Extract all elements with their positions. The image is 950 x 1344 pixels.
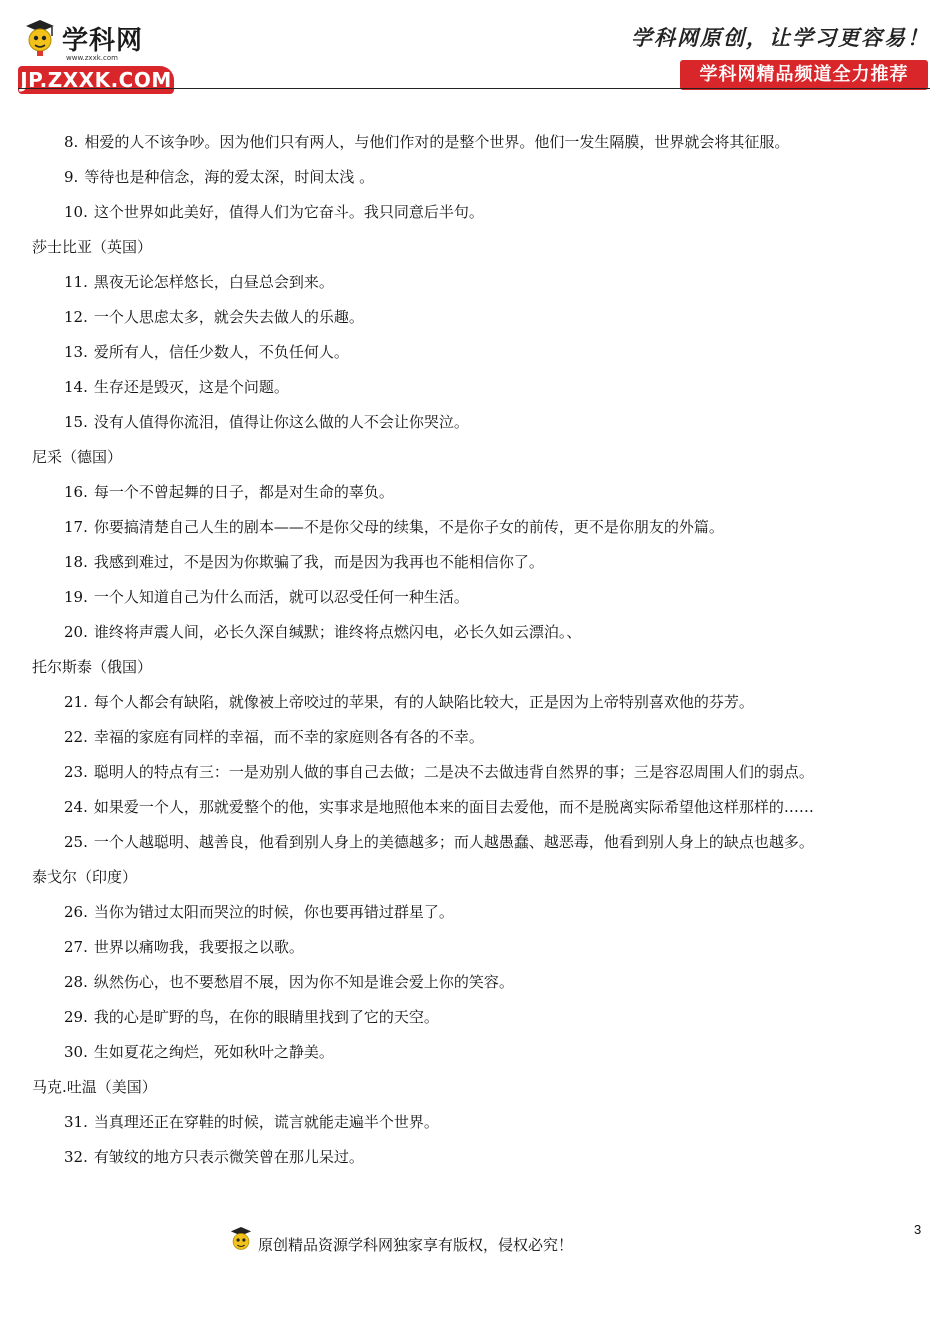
quote-number: 16. [64,483,88,501]
quote-text: 聪明人的特点有三：一是劝别人做的事自己去做；二是决不去做违背自然界的事；三是容忍周围人们的弱点。 [93,763,814,781]
quote-text: 每一个不曾起舞的日子，都是对生命的辜负。 [93,483,394,501]
quote-text: 一个人思虑太多，就会失去做人的乐趣。 [93,308,364,326]
logo-brand-name: 学科网 [62,26,144,56]
quote-item [64,797,814,817]
author-heading: 泰戈尔（印度） [32,868,138,886]
quote-item [64,517,724,537]
quote-text: 谁终将声震人间，必长久深自缄默；谁终将点燃闪电，必长久如云漂泊。、 [93,623,582,641]
mascot-icon [22,18,58,58]
quote-item [64,167,374,187]
quote-text: 纵然伤心，也不要愁眉不展，因为你不知是谁会爱上你的笑容。 [93,973,514,991]
quote-number: 27. [64,938,88,956]
quote-number: 21. [64,693,88,711]
quote-text: 当真理还正在穿鞋的时候，谎言就能走遍半个世界。 [93,1113,439,1131]
quote-text: 每个人都会有缺陷，就像被上帝咬过的苹果，有的人缺陷比较大，正是因为上帝特别喜欢他的芬芳。 [93,693,754,711]
quote-number: 29. [64,1008,88,1026]
header-slogan: 学科网原创，让学习更容易！ [631,25,930,50]
quote-number: 8. [64,133,79,151]
quote-text: 世界以痛吻我，我要报之以歌。 [93,938,304,956]
quote-text: 当你为错过太阳而哭泣的时候，你也要再错过群星了。 [93,903,454,921]
mascot-icon [228,1222,254,1258]
quote-number: 26. [64,903,88,921]
quote-item [64,587,469,607]
quote-item [64,762,814,782]
quote-number: 22. [64,728,88,746]
quote-text: 有皱纹的地方只表示微笑曾在那儿呆过。 [93,1148,364,1166]
quote-number: 24. [64,798,88,816]
quote-number: 13. [64,343,88,361]
quote-text: 幸福的家庭有同样的幸福，而不幸的家庭则各有各的不幸。 [93,728,484,746]
quote-item [64,307,364,327]
quote-item [64,727,484,747]
quote-number: 20. [64,623,88,641]
author-heading: 莎士比亚（英国） [32,238,153,256]
quote-number: 17. [64,518,88,536]
quote-item [64,202,484,222]
quote-number: 30. [64,1043,88,1061]
quote-item [64,342,349,362]
quote-text: 生如夏花之绚烂，死如秋叶之静美。 [93,1043,334,1061]
quote-item [64,552,544,572]
quote-text: 相爱的人不该争吵。因为他们只有两人，与他们作对的是整个世界。他们一发生隔膜，世界就会将其征服。 [84,133,790,151]
quote-text: 我感到难过，不是因为你欺骗了我，而是因为我再也不能相信你了。 [93,553,544,571]
quote-item [64,1147,364,1167]
quote-item [64,272,334,292]
quote-text: 没有人值得你流泪，值得让你这么做的人不会让你哭泣。 [93,413,469,431]
quote-number: 12. [64,308,88,326]
header-slogan-badge: 学科网精品频道全力推荐 [680,60,928,90]
author-heading: 马克.吐温（美国） [32,1078,157,1096]
quote-item [64,1112,439,1132]
quote-item [64,1042,334,1062]
quote-text: 如果爱一个人，那就爱整个的他，实事求是地照他本来的面目去爱他，而不是脱离实际希望他这样那样的…… [93,798,814,816]
quote-item [64,972,514,992]
quote-item [64,622,581,642]
header-divider [18,88,930,89]
quote-item [64,832,814,852]
author-heading: 托尔斯泰（俄国） [32,658,153,676]
quote-text: 你要搞清楚自己人生的剧本——不是你父母的续集，不是你子女的前传，更不是你朋友的外篇。 [93,518,724,536]
quote-number: 19. [64,588,88,606]
quote-text: 爱所有人，信任少数人，不负任何人。 [93,343,349,361]
quote-number: 32. [64,1148,88,1166]
quote-item [64,902,454,922]
quote-number: 28. [64,973,88,991]
quote-number: 25. [64,833,88,851]
quote-text: 我的心是旷野的鸟，在你的眼睛里找到了它的天空。 [93,1008,439,1026]
quote-number: 18. [64,553,88,571]
quote-text: 这个世界如此美好，值得人们为它奋斗。我只同意后半句。 [93,203,484,221]
quote-text: 一个人越聪明、越善良，他看到别人身上的美德越多；而人越愚蠢、越恶毒，他看到别人身上的缺点也越多。 [93,833,814,851]
quote-text: 等待也是种信念，海的爱太深，时间太浅 。 [84,168,375,186]
quote-item [64,1007,439,1027]
quote-number: 10. [64,203,88,221]
logo-domain-badge: JP.ZXXK.COM [18,66,174,94]
zxxk-logo[interactable] [18,14,188,94]
page-footer [0,1220,950,1270]
author-heading: 尼采（德国） [32,448,123,466]
logo-url: www.zxxk.com [66,54,118,62]
quote-item [64,377,289,397]
page-header [0,0,950,100]
footer-copyright: 原创精品资源学科网独家享有版权，侵权必究！ [258,1236,574,1254]
page-number: 3 [914,1222,922,1237]
quote-number: 31. [64,1113,88,1131]
quote-number: 23. [64,763,88,781]
quote-text: 黑夜无论怎样悠长，白昼总会到来。 [93,273,334,291]
quote-number: 14. [64,378,88,396]
quote-item [64,412,469,432]
quote-number: 11. [64,273,88,291]
quote-item [64,482,394,502]
quote-number: 9. [64,168,79,186]
quote-item [64,132,789,152]
quote-number: 15. [64,413,88,431]
quote-text: 一个人知道自己为什么而活，就可以忍受任何一种生活。 [93,588,469,606]
quote-item [64,937,304,957]
quote-text: 生存还是毁灭，这是个问题。 [93,378,289,396]
quote-item [64,692,754,712]
